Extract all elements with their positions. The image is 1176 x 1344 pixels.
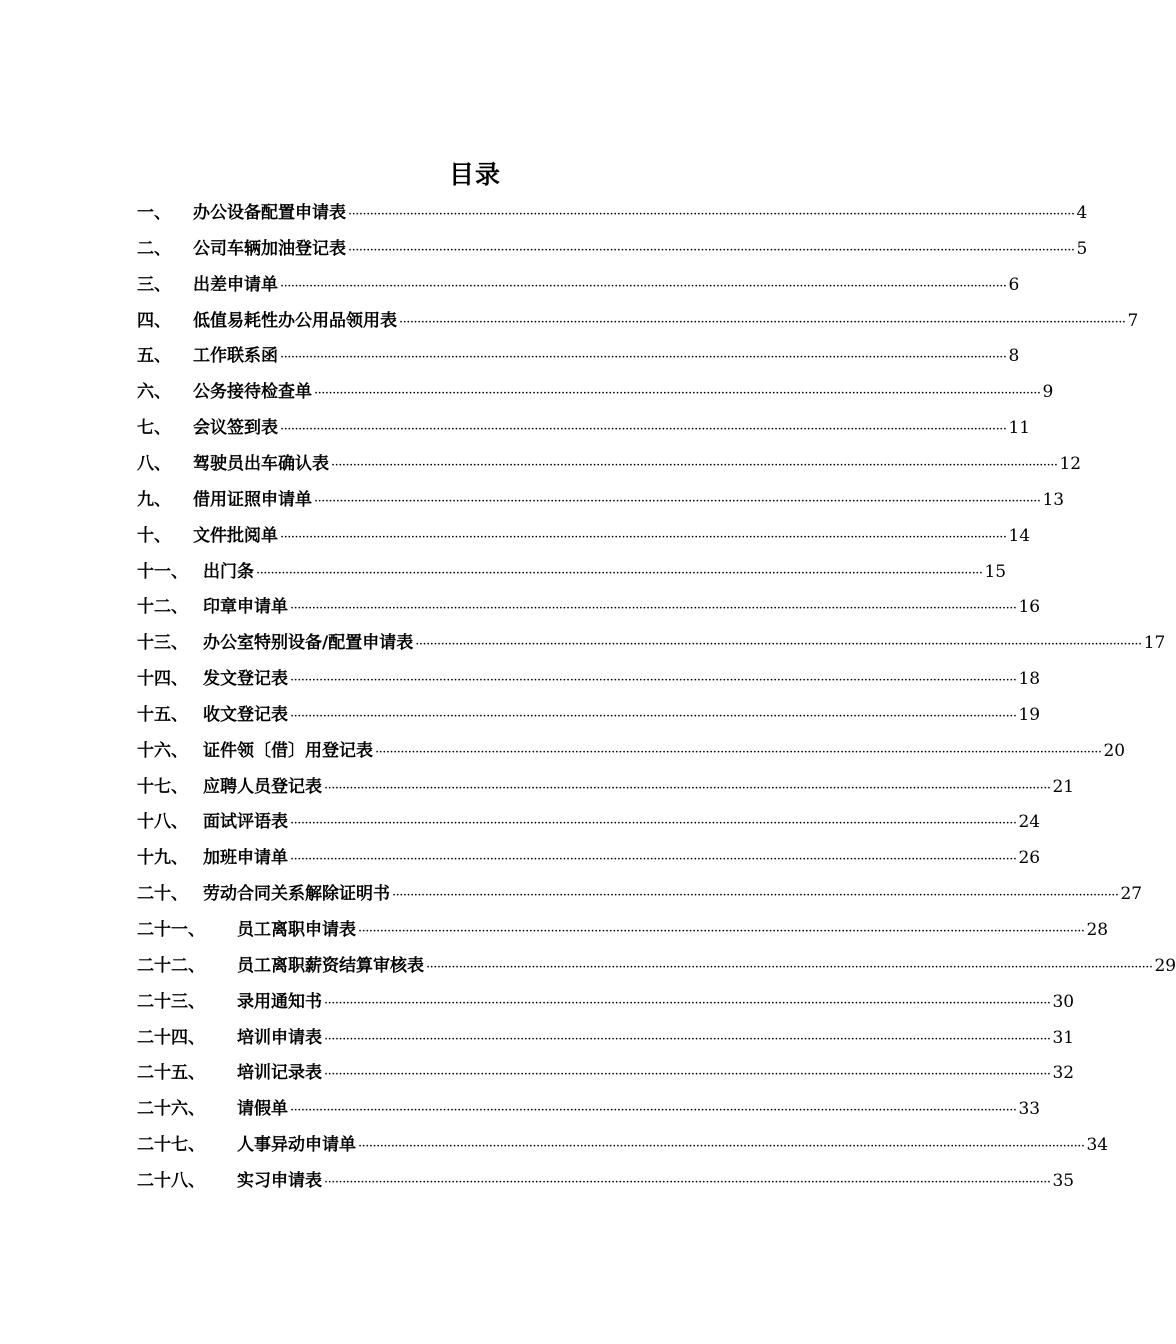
toc-entry-label: 员工离职申请表	[237, 920, 356, 940]
toc-entry-line	[203, 733, 1126, 771]
toc-entry-number: 十一、	[137, 561, 188, 582]
toc-dot-leader: ········································································································································································································	[280, 350, 1007, 366]
toc-entry-page-number: 33	[1018, 1099, 1041, 1120]
toc-entry-number: 二十五、	[137, 1063, 205, 1084]
toc-entry-number: 二十一、	[137, 920, 205, 940]
toc-entry-line	[193, 338, 1020, 376]
toc-dot-leader: ········································································································································································································	[314, 386, 1041, 402]
toc-dot-leader: ········································································································································································································	[290, 852, 1017, 868]
toc-entry[interactable]	[0, 912, 1109, 948]
toc-dot-leader: ········································································································································································································	[324, 995, 1051, 1011]
toc-entry-number: 十二、	[137, 597, 188, 618]
toc-entry[interactable]	[0, 661, 1041, 697]
toc-entry-label: 办公室特别设备/配置申请表	[203, 633, 414, 654]
toc-entry-label: 公司车辆加油登记表	[193, 238, 346, 259]
toc-entry-label: 办公设备配置申请表	[193, 203, 346, 223]
toc-entry-page-number: 14	[1008, 525, 1031, 546]
toc-entry[interactable]	[0, 482, 1065, 518]
toc-entry-page-number: 32	[1052, 1063, 1075, 1084]
toc-dot-leader: ········································································································································································································	[358, 924, 1085, 939]
toc-entry-label: 工作联系函	[193, 346, 278, 367]
toc-entry-page-number: 13	[1042, 489, 1065, 510]
toc-entry-label: 驾驶员出车确认表	[193, 453, 329, 474]
toc-entry-page-number: 30	[1052, 991, 1075, 1012]
toc-entry-page-number: 16	[1018, 597, 1041, 618]
toc-entry-line	[203, 840, 1041, 878]
toc-entry-number: 十六、	[137, 740, 188, 761]
toc-entry-page-number: 29	[1154, 955, 1176, 976]
toc-entry-line	[237, 1020, 1075, 1058]
toc-entry-page-number: 31	[1052, 1027, 1075, 1048]
toc-dot-leader: ········································································································································································································	[256, 565, 983, 581]
toc-entry-label: 低值易耗性办公用品领用表	[193, 310, 397, 331]
toc-entry-number: 二十、	[137, 884, 188, 905]
toc-entry-line	[237, 948, 1176, 986]
toc-entry[interactable]	[0, 267, 1020, 303]
toc-entry-line	[203, 769, 1075, 807]
toc-entry-label: 实习申请表	[237, 1170, 322, 1191]
toc-dot-leader: ········································································································································································································	[280, 422, 1007, 438]
toc-entry-line	[203, 589, 1041, 627]
toc-entry-number: 十九、	[137, 848, 188, 869]
toc-entry-line	[193, 231, 1088, 269]
toc-entry[interactable]	[0, 625, 1166, 661]
toc-entry-label: 公务接待检查单	[193, 382, 312, 403]
toc-entry-page-number: 9	[1042, 382, 1054, 403]
toc-entry-line	[203, 661, 1041, 699]
toc-entry-line	[193, 374, 1054, 412]
toc-dot-leader: ········································································································································································································	[290, 601, 1017, 617]
toc-dot-leader: ········································································································································································································	[331, 457, 1058, 473]
toc-entry-label: 印章申请单	[203, 597, 288, 618]
toc-entry-number: 八、	[137, 453, 171, 474]
toc-entry-page-number: 26	[1018, 848, 1041, 869]
toc-entry-page-number: 11	[1008, 418, 1031, 439]
toc-entry-page-number: 18	[1018, 669, 1041, 690]
toc-entry-label: 会议签到表	[193, 418, 278, 439]
toc-dot-leader: ········································································································································································································	[290, 816, 1017, 832]
toc-entry[interactable]	[0, 1127, 1109, 1163]
toc-entry-label: 请假单	[237, 1099, 288, 1120]
toc-entry-line	[237, 984, 1075, 1022]
toc-entry-number: 二十六、	[137, 1099, 205, 1120]
toc-entry-page-number: 15	[984, 561, 1007, 582]
toc-dot-leader: ········································································································································································································	[290, 673, 1017, 689]
toc-entry[interactable]	[0, 446, 1082, 482]
toc-dot-leader: ········································································································································································································	[290, 1103, 1017, 1119]
toc-entry[interactable]	[0, 1020, 1075, 1056]
toc-dot-leader: ········································································································································································································	[324, 1031, 1051, 1047]
toc-dot-leader: ········································································································································································································	[415, 637, 1142, 653]
toc-entry[interactable]	[0, 554, 1007, 590]
toc-entry-label: 劳动合同关系解除证明书	[203, 884, 390, 905]
toc-entry-line	[203, 554, 1007, 592]
toc-entry[interactable]	[0, 1163, 1075, 1199]
toc-entry-label: 文件批阅单	[193, 525, 278, 546]
toc-entry-line	[203, 625, 1166, 663]
toc-entry-number: 四、	[137, 310, 171, 331]
toc-entry-label: 应聘人员登记表	[203, 776, 322, 797]
toc-entry-number: 三、	[137, 274, 171, 295]
toc-entry-line	[193, 195, 1088, 233]
toc-entry[interactable]	[0, 410, 1031, 446]
toc-entry-page-number: 7	[1127, 310, 1139, 331]
toc-entry-page-number: 20	[1103, 740, 1126, 761]
toc-entry-label: 发文登记表	[203, 669, 288, 690]
toc-title: 目录	[448, 160, 501, 189]
toc-entry-page-number: 27	[1120, 884, 1143, 905]
toc-entry-label: 人事异动申请单	[237, 1135, 356, 1156]
toc-entry-number: 十七、	[137, 776, 188, 797]
toc-entry-page-number: 8	[1008, 346, 1020, 367]
toc-entry-number: 二十四、	[137, 1027, 205, 1048]
toc-entry-number: 十五、	[137, 704, 188, 725]
toc-entry-label: 借用证照申请单	[193, 489, 312, 510]
toc-dot-leader: ········································································································································································································	[358, 1139, 1085, 1155]
toc-entry-number: 二、	[137, 238, 171, 259]
toc-entry[interactable]	[0, 948, 1176, 984]
toc-entry[interactable]	[0, 733, 1126, 769]
toc-entry-line	[203, 876, 1143, 914]
toc-entry-label: 培训记录表	[237, 1063, 322, 1084]
toc-dot-leader: ········································································································································································································	[375, 744, 1102, 760]
toc-dot-leader: ········································································································································································································	[324, 1067, 1051, 1083]
toc-entry[interactable]	[0, 518, 1031, 554]
toc-entry-page-number: 5	[1076, 238, 1088, 259]
toc-entry-number: 一、	[137, 203, 171, 223]
toc-entry-line	[193, 482, 1065, 520]
toc-entry-page-number: 34	[1086, 1135, 1109, 1156]
toc-entry-label: 加班申请单	[203, 848, 288, 869]
toc-dot-leader: ········································································································································································································	[348, 242, 1075, 258]
toc-entry-label: 录用通知书	[237, 991, 322, 1012]
toc-entry-number: 二十三、	[137, 991, 205, 1012]
toc-entry-line	[193, 446, 1082, 484]
toc-entry-number: 十八、	[137, 812, 188, 833]
toc-entry[interactable]	[0, 1091, 1041, 1127]
toc-entry-page-number: 19	[1018, 704, 1041, 725]
toc-entry[interactable]	[0, 231, 1088, 267]
toc-entry[interactable]	[0, 876, 1143, 912]
toc-entry-number: 十、	[137, 525, 171, 546]
toc-dot-leader: ········································································································································································································	[324, 1174, 1051, 1190]
toc-entry-line	[193, 267, 1020, 305]
toc-entry-number: 七、	[137, 418, 171, 439]
toc-entry-label: 员工离职薪资结算审核表	[237, 955, 424, 976]
toc-entry[interactable]	[0, 984, 1075, 1020]
toc-entry-page-number: 6	[1008, 274, 1020, 295]
toc-entry-number: 二十七、	[137, 1135, 205, 1156]
toc-entry-number: 二十八、	[137, 1170, 205, 1191]
toc-entry-line	[237, 1055, 1075, 1093]
toc-entry-page-number: 24	[1018, 812, 1041, 833]
toc-entry-label: 收文登记表	[203, 704, 288, 725]
toc-entry-line	[237, 1127, 1109, 1165]
toc-entry-line	[203, 804, 1041, 842]
toc-entry-number: 九、	[137, 489, 171, 510]
toc-entry[interactable]	[0, 1055, 1075, 1091]
toc-dot-leader: ········································································································································································································	[314, 493, 1041, 509]
toc-entry[interactable]	[0, 840, 1041, 876]
toc-dot-leader: ········································································································································································································	[392, 888, 1119, 904]
toc-entry-number: 六、	[137, 382, 171, 403]
toc-dot-leader: ········································································································································································································	[348, 207, 1075, 222]
toc-entry-line	[237, 1091, 1041, 1129]
toc-entry-label: 面试评语表	[203, 812, 288, 833]
toc-entry[interactable]	[0, 769, 1075, 805]
toc-entry[interactable]	[0, 697, 1041, 733]
toc-entry-label: 出差申请单	[193, 274, 278, 295]
toc-entry-page-number: 12	[1059, 453, 1082, 474]
toc-entry-line	[193, 410, 1031, 448]
toc-entry-number: 十四、	[137, 669, 188, 690]
toc-entry-line	[203, 697, 1041, 735]
toc-entry-page-number: 28	[1086, 920, 1109, 940]
toc-entry[interactable]	[0, 338, 1020, 374]
toc-dot-leader: ········································································································································································································	[280, 278, 1007, 294]
toc-entry[interactable]	[0, 589, 1041, 625]
toc-entry-page-number: 4	[1076, 203, 1088, 223]
toc-dot-leader: ········································································································································································································	[399, 314, 1126, 330]
toc-dot-leader: ········································································································································································································	[426, 959, 1153, 975]
toc-entry-line	[193, 518, 1031, 556]
toc-entry-line	[237, 912, 1109, 950]
toc-dot-leader: ········································································································································································································	[280, 529, 1007, 545]
toc-entry-number: 二十二、	[137, 955, 205, 976]
toc-entry-line	[237, 1163, 1075, 1201]
toc-entry[interactable]	[0, 303, 1139, 339]
toc-entry-label: 证件领〔借〕用登记表	[203, 740, 373, 761]
toc-dot-leader: ········································································································································································································	[290, 708, 1017, 724]
toc-entry[interactable]	[0, 195, 1088, 231]
toc-entry-page-number: 21	[1052, 776, 1075, 797]
toc-entry-page-number: 17	[1143, 633, 1166, 654]
toc-entry-number: 十三、	[137, 633, 188, 654]
toc-entry-number: 五、	[137, 346, 171, 367]
toc-entry-page-number: 35	[1052, 1170, 1075, 1191]
toc-entry-line	[193, 303, 1139, 341]
toc-dot-leader: ········································································································································································································	[324, 780, 1051, 796]
toc-entry-label: 出门条	[203, 561, 254, 582]
toc-entry-label: 培训申请表	[237, 1027, 322, 1048]
toc-entry[interactable]	[0, 374, 1054, 410]
toc-entry[interactable]	[0, 804, 1041, 840]
